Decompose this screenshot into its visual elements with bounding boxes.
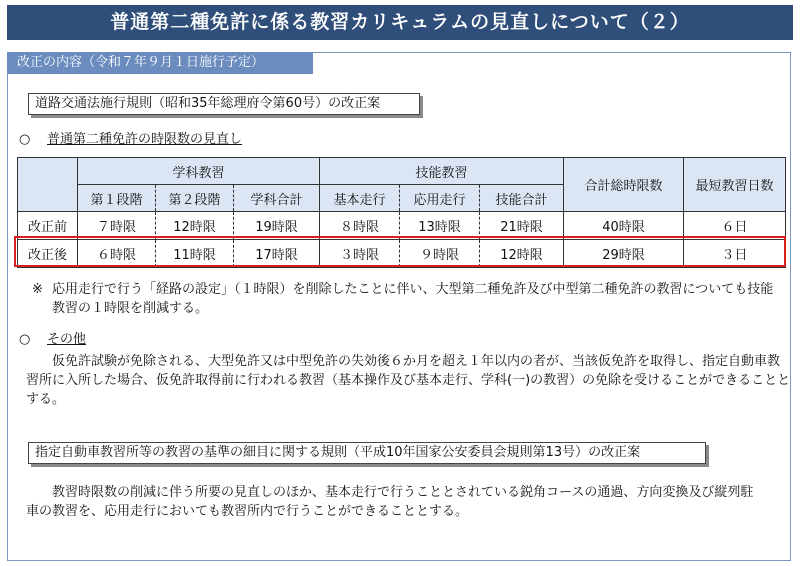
table-cell: ７時限 [78, 212, 156, 240]
table-cell: ６日 [684, 212, 786, 240]
heading-text: その他 [47, 332, 87, 347]
heading-other [19, 331, 86, 349]
hours-table [17, 157, 786, 268]
paragraph-text: 教習時限数の削減に伴う所要の見直しのほか、基本走行で行うこととされている鋭角コースの通過、方向変換及び縦列駐車の教習を、応用走行においても教習所内で行うことができることとする。 [26, 485, 754, 519]
table-cell: ６時限 [78, 240, 156, 268]
heading-text: 普通第二種免許の時限数の見直し [47, 132, 243, 147]
regulation-box-2: 指定自動車教習所等の教習の基準の細目に関する規則（平成10年国家公安委員会規則第13号）の改正案 [28, 442, 706, 464]
regulation-box-1: 道路交通法施行規則（昭和35年総理府令第60号）の改正案 [28, 93, 420, 115]
group-skill: 技能教習 [320, 158, 564, 185]
note-text: 応用走行で行う「経路の設定」（１時限）を削除したことに伴い、大型第二種免許及び中型第二種免許の教習についても技能教習の１時限を削減する。 [52, 282, 774, 316]
table-cell: ３日 [684, 240, 786, 268]
table-corner [18, 158, 78, 212]
group-academic: 学科教習 [78, 158, 320, 185]
note [32, 280, 784, 318]
subheader: 第１段階 [78, 185, 156, 212]
subheader: 応用走行 [400, 185, 480, 212]
section-tab: 改正の内容（令和７年９月１日施行予定） [7, 52, 313, 74]
table-row [18, 212, 786, 240]
table-cell: ８時限 [320, 212, 400, 240]
table-cell: 11時限 [156, 240, 234, 268]
paragraph-exemption [26, 352, 792, 409]
note-mark-icon: ※ [32, 282, 43, 297]
page-title: 普通第二種免許に係る教習カリキュラムの見直しについて（２） [7, 5, 793, 40]
table-cell: 12時限 [156, 212, 234, 240]
table-cell: ９時限 [400, 240, 480, 268]
table-cell: 17時限 [234, 240, 320, 268]
table-cell: 12時限 [480, 240, 564, 268]
table-cell: 29時限 [564, 240, 684, 268]
heading-hours-review [19, 131, 242, 149]
header-total-hours: 合計総時限数 [564, 158, 684, 212]
circle-bullet-icon: ○ [19, 332, 31, 347]
subheader: 基本走行 [320, 185, 400, 212]
circle-bullet-icon: ○ [19, 132, 31, 147]
subheader: 第２段階 [156, 185, 234, 212]
table-cell: 40時限 [564, 212, 684, 240]
table-cell: 21時限 [480, 212, 564, 240]
header-min-days: 最短教習日数 [684, 158, 786, 212]
table-cell: ３時限 [320, 240, 400, 268]
row-label: 改正前 [18, 212, 78, 240]
paragraph-revision [26, 483, 766, 521]
subheader: 学科合計 [234, 185, 320, 212]
paragraph-text: 仮免許試験が免除される、大型免許又は中型免許の失効後６か月を超え１年以内の者が、当該仮免許を取得し、指定自動車教習所に入所した場合、仮免許取得前に行われる教習（基本操作及び基本走行、学科(一)の教習）の免除を受けることができることとする。 [26, 354, 791, 407]
table-cell: 13時限 [400, 212, 480, 240]
table-row [18, 240, 786, 268]
table-cell: 19時限 [234, 212, 320, 240]
row-label: 改正後 [18, 240, 78, 268]
subheader: 技能合計 [480, 185, 564, 212]
